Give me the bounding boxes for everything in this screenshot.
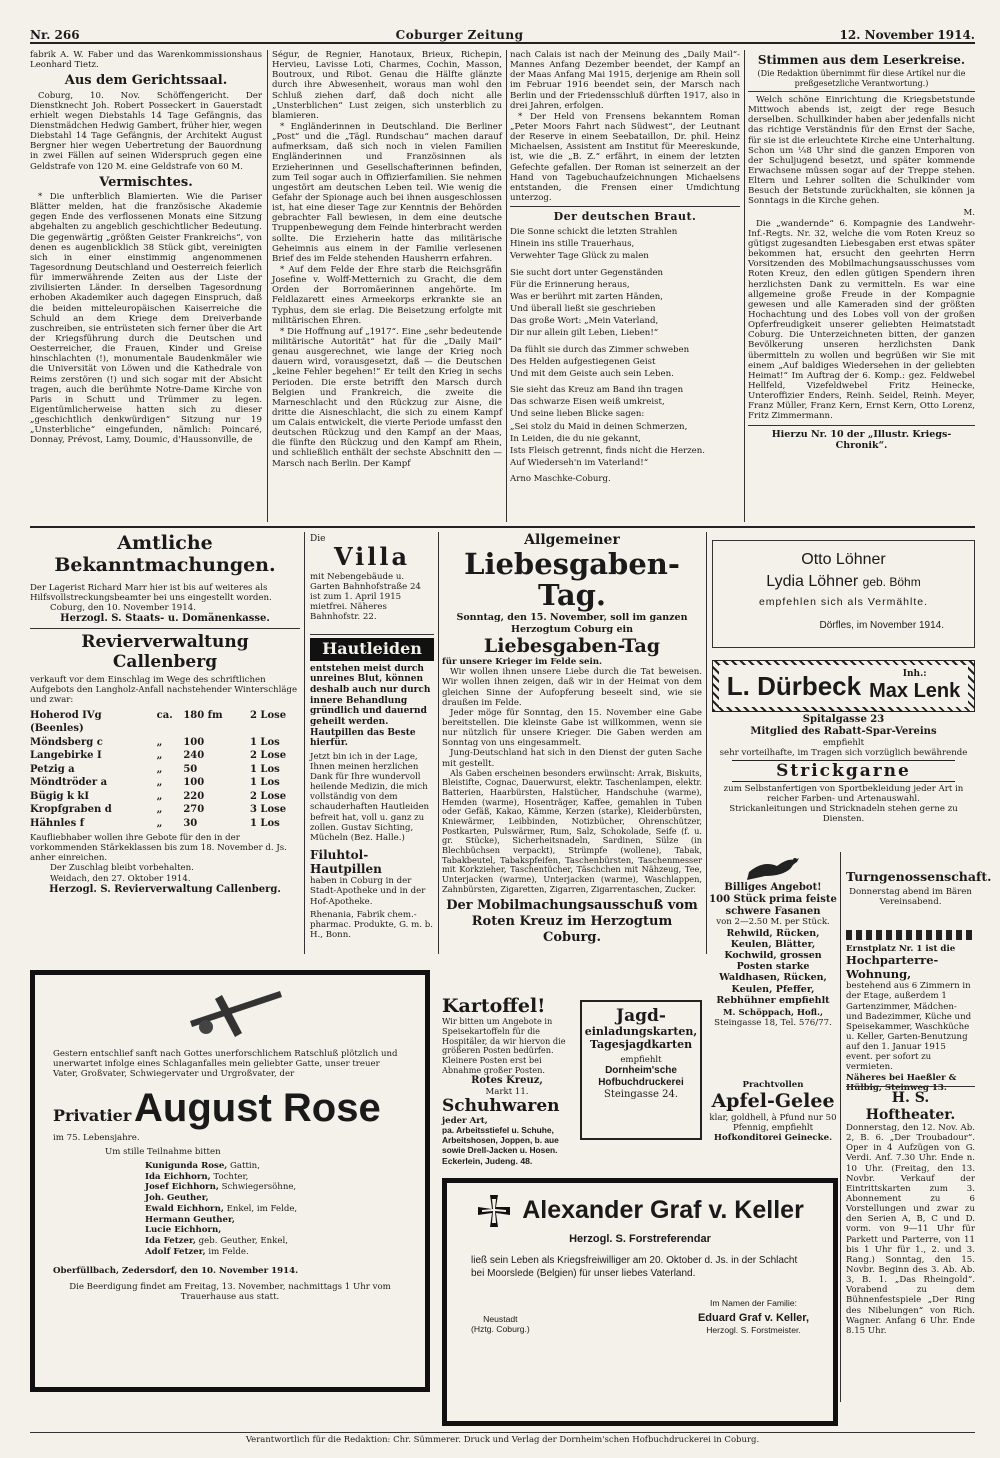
fasanen-text: Rehwild, Rücken, Keulen, Blätter, Kochwild, grossen Posten starke Waldhasen, Rücken, Keulen, Pfeffer, Rebhühner empfiehlt [716,927,830,1006]
masthead [30,27,975,44]
obituary-keller [442,1178,838,1426]
poem-line: Hinein ins stille Trauerhaus, [510,239,635,250]
pills-title: Filuhtol-Hautpillen [310,848,382,877]
poem-line: Sie sieht das Kreuz am Band ihn tragen [510,385,684,396]
column-rule [744,50,745,522]
apfel-ad [708,1080,838,1170]
notice-signature: Herzogl. S. Revierverwaltung Callenberg. [49,883,281,895]
divider [30,628,300,629]
table-row: Hoherod IVg (Beenles) ca. 180 fm 2 Lose [30,709,287,735]
list-item: Hermann Geuther, [145,1214,235,1225]
villa-ad [310,534,434,634]
column-rule [840,852,841,1402]
fasanen-headline: Billiges Angebot! [724,882,822,893]
hautleiden-lead: entstehen meist durch unreines Blut, können deshalb auch nur durch innere Behandlung gründlich und dauernd geheilt werden. Hautpillen das Beste hierfür. [310,663,431,749]
column-1 [30,50,262,520]
notice-text: Kaufliebhaber wollen ihre Gebote für den in der vorkommenden Stärkeklassen bis zum 18. November d. Js. anher einreichen. [30,833,287,864]
schuhwaren-sub: jeder Art, [442,1116,488,1127]
heading-vermischtes: Vermischtes. [99,174,193,190]
fasanen-signature: M. Schöppach, Hofl., [722,1007,824,1018]
jagd-company: Dornheim'sche Hofbuchdruckerei [598,1065,684,1088]
list-item: Ida Fetzer, geb. Geuther, Enkel, [145,1236,288,1247]
schuhwaren-text: pa. Arbeitsstiefel u. Schuhe, Arbeitshosen, Joppen, b. aue sowie Drell-Jacken u. Hosen. [442,1125,559,1155]
obituary-burial: Die Beerdigung findet am Freitag, 13. November, nachmittags 1 Uhr vom Trauerhause aus statt. [69,1281,391,1302]
liebesgaben-date: Sonntag, den 15. November, soll im ganzen Herzogtum Coburg ein [456,612,688,635]
col1-paragraph: Coburg, 10. Nov. Schöffengericht. Der Dienstknecht Joh. Robert Posseckert in Gauerstadt erhielt wegen Diebstahls 14 Tage Gefängnis, das Dienstmädchen Hedwig Gambert, früher hier, wegen Diebstahl 14 Tage Gefängnis, der Architekt August Bergner hier wegen Uebertretung der Bauordnung in zwei Fällen auf seinen Widerspruch gegen eine Geldstrafe von 120 M. eine Geldstrafe von 60 M. [30,90,262,172]
divider [748,91,975,92]
keller-name: Alexander Graf v. Keller [522,1196,804,1225]
durbeck-member: Mitglied des Rabatt-Spar-Vereins [750,725,937,737]
poem-title: Der deutschen Braut. [553,210,697,224]
obituary-title-prefix: Privatier [53,1106,132,1126]
poem-line: Da fühlt sie durch das Zimmer schweben [510,344,690,355]
list-item: Ida Eichhorn, Tochter, [145,1171,249,1182]
marriage-text: empfehlen sich als Vermählte. [758,595,929,608]
liebesgaben-title: Liebesgaben-Tag. [464,546,680,613]
liebesgaben-text: Wir wollen ihnen unsere Liebe durch die Tat beweisen. Wir wollen ihnen zeigen, daß wir in der Heimat von dem gleichen Sinne der Aufopferung beseelt sind, wie sie draußen im Felde. [442,667,702,708]
poem-line: Verwehter Tage Glück zu malen [510,251,649,262]
column-rule [267,50,268,522]
apfel-title: Apfel-Gelee [711,1090,835,1113]
list-item: Kunigunda Rose, Gattin, [145,1160,260,1171]
keller-signature-title: Herzogl. S. Forstmeister. [706,1325,801,1336]
list-item: Adolf Fetzer, im Felde. [145,1246,249,1257]
poem-author: Arno Maschke-Coburg. [510,474,611,485]
durbeck-address: Spitalgasse 23 [802,714,885,725]
theater-text: Donnerstag, den 12. Nov. Ab. 2, B. 6. „Der Troubadour“. Oper in 4 Aufzügen von G. Verdi. Anf. 7.30 Uhr. Ende n. 10 Uhr. (Freitag, den 13. Novbr. Verkauf der Eintrittskarten zum 3. Abonnement zu 6 Vorstellungen und zwar zu den Serien A, B, C und D. vorm. von 9—11 Uhr für Parkett und Parterre, von 11 bis 1 Uhr für 1., 2. und 3. Rang.) Sonntag, den 15. Novbr. Beginn des 3. Ab. Ab. 3, B. 1. „Das Rheingold“. Vorabend zu dem Bühnenfestspiele „Der Ring des Nibelungen“ von Rich. Wagner. Anfang 6 Uhr. Ende 8.15 Uhr. [846,1123,975,1336]
kartoffel-text: Wir bitten um Angebote in Speisekartoffeln für die Hospitäler, da wir hiervon die größeren Posten bedürfen. Kleinere Posten erst bei Abnahme großer Posten. [442,1016,566,1075]
pheasant-icon [743,850,803,882]
kartoffel-ad [442,995,572,1098]
fasanen-price: von 2—2.50 M. per Stück. [716,917,830,928]
liebesgaben-pre: Allgemeiner [524,532,620,548]
imprint-footer: Verantwortlich für die Redaktion: Chr. Sümmerer. Druck und Verlag der Dornheim'schen Hofbuchdruckerei in Coburg. [30,1432,975,1445]
keller-role: Herzogl. S. Forstreferendar [569,1233,711,1245]
column-4 [748,50,975,520]
table-row: Bügig k kI „ 220 2 Lose [30,790,287,802]
keller-signature: Eduard Graf v. Keller, [697,1312,809,1325]
poem [510,227,740,485]
durbeck-inh: Inh.: [902,668,927,679]
col3-paragraph: * Der Held von Frensens bekanntem Roman „Peter Moors Fahrt nach Südwest“, der Leutnant der Reserve in einem Seebataillon, Dr. phil. Heinz Michaelsen, Assistent am Institut für Meereskunde, ist, wie die „B. Z.“ erfährt, in einem der letzten Gefechte gefallen. Der Roman ist seinerzeit an der Hand von Tagebuchaufzeichnungen Michaelsens entstanden, die Frensen einer Umdichtung unterzog. [510,111,740,203]
editor-note: (Die Redaktion übernimmt für diese Artikel nur die preßgesetzliche Verantwortung.) [757,69,966,88]
jagd-title: einladungskarten, [584,1025,698,1039]
hautleiden-ad [310,638,434,954]
table-row: Hähnles f „ 30 1 Los [30,817,280,829]
fasanen-text: 100 Stück prima feiste schwere Fasanen [709,893,837,917]
villa-title: Villa [333,541,411,571]
kartoffel-title: Kartoffel! [442,995,546,1017]
poem-line: Was er berührt mit zarten Händen, [510,291,663,302]
keller-text: ließ sein Leben als Kriegsfreiwilliger am 20. Oktober d. Js. in der Schlacht bei Moorslede (Belgien) für unser liebes Vaterland. [471,1254,798,1279]
divider [510,206,740,207]
keller-family: Im Namen der Familie: [710,1297,797,1308]
obituary-rose [30,970,430,1392]
keller-place: Neustadt [483,1313,518,1324]
durbeck-owner: Max Lenk [869,679,961,702]
durbeck-text: zum Selbstanfertigen von Sportbekleidung jeder Art in reicher Farben- und Artenauswahl. [723,783,964,805]
supplement-note: Hierzu Nr. 10 der „Illustr. Kriegs-Chronik“. [771,428,952,451]
liebesgaben-text: Jung-Deutschland hat sich in den Dienst der guten Sache mit gestellt. [442,748,702,769]
jagd-ad [580,1000,702,1140]
fasanen-ad [708,850,838,1070]
cross-icon [170,983,290,1043]
table-row: Möndtröder a „ 100 1 Los [30,777,280,789]
column-3 [510,50,740,520]
liebesgaben-text: Jeder möge für Sonntag, den 15. November eine Gabe bereitstellen. Die kleinste Gabe ist willkommen, wenn sie nur nützlich für unsere Krieger. Die Gaben werden am Sonntag von uns eingesammelt. [442,707,702,749]
hautleiden-title: Hautleiden [310,638,434,661]
poem-line: Und überall ließt sie geschrieben [510,304,656,315]
col3-paragraph: nach Calais ist nach der Meinung des „Daily Mail“-Mannes Anfang Dezember beendet, der Kampf an der Maas Anfang Mai 1915, derjenige am Rhein soll im Februar 1916 beendet sein, der Marsch nach Berlin und der Friedensschluß dürften 1917, also in drei Jahren, erfolgen. [510,50,740,111]
durbeck-name: L. Dürbeck [726,670,862,701]
liebesgaben-text: Als Gaben erscheinen besonders erwünscht: Arrak, Biskuits, Bleistifte, Cognac, Dauerwurst, elektr. Taschenlampen, elektr. Batterien, Haarbürsten, Halstücher, Handschuhe (warme), Hemden (warme), Hosenträger, Kaffee, gemahlen in Tuben oder Gefäß, Kakao, Kämme, Kerzen (starke), Kleiderbürsten, Kniewärmer, Leibbinden, Notizbücher, Ohrenschützer, Postkarten, Pulswärmer, Rum, Salz, Schokolade, Seife (f. u. gr. Stücke), Sicherheitsnadeln, Sardinen, Sülze (in Blechbüchsen verpackt), Strümpfe (wollene), Tabak, Tabakbeutel, Tabakspfeifen, Taschenbürsten, Taschenmesser mit Korkzieher, Taschentücher, Täschchen mit Nähzeug, Tee, Unterjacken (warme), Unterjacken (warme), Waschlappen, Zahnbürsten, Zigaretten, Zigarren, Zigarrentaschen, Zucker. [442,767,702,894]
column-rule [438,532,439,954]
column-rule [506,50,507,522]
poem-line: Des Helden aufgestiegenen Geist [510,356,656,367]
durbeck-text: sehr vorteilhafte, im Tragen sich vorzüglich bewährende [719,747,968,758]
wohnung-title: Hochparterre-Wohnung, [846,953,939,981]
ornament-border [846,930,975,940]
apfel-text: klar, goldhell, à Pfund nur 50 Pfennig, empfiehlt [709,1112,837,1133]
jagd-address: Steingasse 24. [603,1088,679,1100]
column-rule [706,532,707,954]
villa-text: mit Nebengebäude u. Garten Bahnhofstraße 24 ist zum 1. April 1915 mietfrei. Näheres Bahnhofstr. 22. [310,571,421,623]
column-rule [304,532,305,954]
official-notices [30,532,300,954]
jagd-title: Tagesjagdkarten [589,1038,693,1052]
marriage-date: Dörfles, im November 1914. [819,620,944,632]
marriage-notice [712,540,975,648]
durbeck-text: Strickanleitungen und Stricknadeln stehen gerne zu Diensten. [729,804,958,825]
apfel-pre: Prachtvollen [742,1080,804,1090]
notice-text: Der Zuschlag bleibt vorbehalten. [50,863,194,874]
col4-signature: M. [963,207,975,218]
hautleiden-text: Jetzt bin ich in der Lage, Ihnen meinen herzlichen Dank für Ihre wundervoll heilende Medizin, die mich vollständig von dem schauderhaften Hautleiden befreit hat, voll u. ganz zu zollen. Gustav Sichting, Mücheln (Bez. Halle.) [310,751,430,843]
wohnung-text: bestehend aus 6 Zimmern in der Etage, außerdem 1 Gartenzimmer, Mädchen- und Badezimmer, Küche und Speisekammer, Waschküche u. Keller, Garten-Benutzung auf den 1. Januar 1915 event. per sofort zu vermieten. [846,981,972,1073]
notice-text: verkauft vor dem Einschlag im Wege des schriftlichen Aufgebots den Langholz-Anfall nachstehender Winterschläge und zwar: [30,675,298,706]
col1-paragraph: * Die unfterblich Blamierten. Wie die Pariser Blätter melden, hat die französische Akademie gegen Ende des verflossenen Monats eine Sitzung abgehalten zu angeblich geschichtlicher Bedeutung. Die gegenwärtig „größten Geister Frankreichs“, von denen es augenblicklich 38 Stück gibt, vereinigten sich in einer einstimmig angenommenen Tagesordnung Deutschland und Oesterreich feierlich für immerwährende Zeiten aus der Liste der zivilisierten Länder. In derselben Tagesordnung erhoben Akademiker auch dagegen Einspruch, daß die beiden mitteleuropäischen Kaiserreiche die Schuld an dem Kriege dem Dreiverbande zuschreiben, sie entrüsteten sich ferner über die Art der Kriegsführung durch die Deutschen und Oesterreicher, die Frauen, Kinder und Greise hinschlachten (!), monumentale Baudenkmäler wie die Universität von Löwen und die Kathedrale von Reims zerstören (!) und sich sogar mit der Absicht tragen, auch die berühmte Notre-Dame Kirche von Paris in Schutt und Trümmer zu legen. Eigentümlicherweise hatten sich zu dieser „geschichtlich denkwürdigen“ Sitzung nur 19 „Unsterbliche“ eingefunden, nämlich: Poincaré, Donnay, Prévost, Lamy, Doumic, d'Haussonville, de [30,192,262,446]
poem-line: Dir nur allein gilt Leben, Lieben!“ [510,328,659,339]
schuhwaren-ad [442,1096,576,1168]
page-number: Nr. 266 [30,27,80,42]
kartoffel-address: Markt 11. [485,1087,529,1098]
obituary-request: Um stille Teilnahme bitten [105,1146,221,1157]
list-item: Josef Eichhorn, Schwiegersöhne, [145,1182,297,1193]
wohnung-ad [846,944,975,1093]
table-row: Kropfgraben d „ 270 3 Lose [30,804,287,816]
col2-paragraph: * Auf dem Felde der Ehre starb die Reichsgräfin Josefine v. Wolff-Metternich zu Gracht, die dem Orden der Borromäerinnen angehörte. Im Feldlazarett eines Armeekorps erkrankte sie an Typhus, dem sie erlag. Die Beisetzung erfolgte mit militärischen Ehren. [272,264,502,326]
obituary-name: August Rose [134,1086,381,1131]
list-item: Joh. Geuther, [145,1193,209,1204]
column-2 [272,50,502,520]
keller-place2: (Hztg. Coburg.) [471,1324,530,1335]
liebesgaben-signature: Der Mobilmachungsausschuß vom Roten Kreuz im Herzogtum Coburg. [446,898,698,945]
poem-line: Für die Erinnerung heraus, [510,279,630,290]
schuhwaren-signature: Eckerlein, Judeng. 48. [442,1155,533,1166]
table-row: Möndsberg c „ 100 1 Los [30,736,280,748]
apfel-signature: Hofkonditorei Geinecke. [713,1132,833,1143]
theater-ad [846,1090,975,1402]
heading-leserkreise: Stimmen aus dem Leserkreise. [757,53,966,67]
liebesgaben-title2: Liebesgaben-Tag [483,634,661,657]
kartoffel-signature: Rotes Kreuz, [471,1075,543,1087]
col1-intro: fabrik A. W. Faber und das Warenkommissionshaus Leonhard Tietz. [30,50,262,71]
poem-line: „Sei stolz du Maid in deinen Schmerzen, [510,421,688,432]
poem-line: Und seine lieben Blicke sagen: [510,409,645,420]
heading-gerichtssaal: Aus dem Gerichtssaal. [64,73,228,89]
turner-text: Donnerstag abend im Bären Vereinsabend. [849,886,972,907]
liebesgaben-ad [442,532,702,990]
notice-date: Weidach, den 27. Oktober 1914. [50,873,191,884]
list-item: Lucie Eichhorn, [145,1225,222,1236]
divider [310,634,434,635]
villa-pre: Die [310,534,326,544]
theater-title: H. S. Hoftheater. [865,1090,956,1123]
revier-title: Revierverwaltung Callenberg [81,632,249,673]
col4-paragraph: Die „wandernde“ 6. Kompagnie des Landwehr-Inf.-Regts. Nr. 32, welche die vom Roten Kreuz so gütigst zugesandten Liebesgaben erst etwas später bekommen hat, ersucht den geehrten Herrn Vorsitzenden des Mobilmachungsausschusses vom Roten Kreuz, den edlen gütigen Spendern ihren herzlichsten Dank zu vermitteln. Es war eine allgemeine große Freude in der Kompagnie gewesen und alle Kameraden sind der größten Hochachtung und des Lobes voll von der großen Opferfreudigkeit unserer geliebten Heimatstadt Coburg. Die Unterzeichneten bitten, der ganzen Bevölkerung unseren herzlichsten Dank übermitteln zu wollen und begrüßen wir Sie mit einem „Auf baldiges Wiedersehen in der geliebten Heimat!“ Im Auftrag der 6. Komp.: gez. Feldwebel Hellfeld, Vizefeldwebel Fritz Heinecke, Unteroffizier Enders, Reinh. Seidel, Reinh. Meyer, Franz Müller, Franz Kern, Ernst Kern, Otto Lorenz, Fritz Zimmermann. [748,218,975,422]
notice-date: Coburg, den 10. November 1914. [50,603,196,614]
pills-maker: Rhenania, Fabrik chem.-pharmac. Produkte, G. m. b. H., Bonn. [310,909,433,941]
table-row: Petzig a „ 50 1 Los [30,763,280,775]
jagd-empfiehlt: empfiehlt [620,1054,662,1065]
poem-line: Auf Wiederseh'n im Vaterland!“ [510,458,649,469]
groom-name: Otto Löhner [801,551,886,568]
divider [748,425,975,426]
col2-paragraph: Ségur, de Regnier, Hanotaux, Brieux, Richepin, Hervieu, Lavisse Loti, Charmes, Cochin, Masson, Boutroux, und Ribot. Genau die Hälfte glänzte durch ihre Abwesenheit, woraus man wohl den Schluß ziehen darf, daß doch nicht alle „Unsterblichen“ Lust zeigen, sich unsterblich zu blamieren. [272,50,502,121]
turner-ad [846,869,992,930]
durbeck-ad [712,660,975,840]
poem-line: Das große Wort: „Mein Vaterland, [510,316,659,327]
fasanen-address: Steingasse 18, Tel. 576/77. [714,1018,832,1029]
table-row: Langebirke I „ 240 2 Lose [30,750,287,762]
family-list [35,1161,425,1258]
poem-line: In Leiden, die du nie gekannt, [510,433,641,444]
pills-text: haben in Coburg in der Stadt-Apotheke und in der Hof-Apotheke. [310,876,426,907]
official-notices-title: Amtliche Bekanntmachungen. [54,532,276,577]
schuhwaren-title: Schuhwaren [442,1096,560,1116]
jagd-title: Jagd- [616,1006,666,1026]
col2-paragraph: * Engländerinnen in Deutschland. Die Berliner „Post“ und die „Tägl. Rundschau“ machen darauf aufmerksam, daß sich noch in vielen Familien Engländerinnen und Französinnen als Erzieherinnen und Gesellschafterinnen befinden, zum Teil sogar auch in Offizierfamilien. Sie nehmen ungestört am deutschen Leben teil. Wie wenig die Gefahr der Spionage auch bei ihnen ausgeschlossen ist, hat eine dieser Tage zur Kenntnis der Behörden gebrachter Fall bewiesen, in dem eine deutsche Truppenbewegung dem Feinde hinterbracht werden sollte. Die Erzieherin hatte das militärische Geheimnis aus einem in der Familie verlesenen Brief des im Felde stehenden Hausherrn erfahren. [272,121,502,264]
newspaper-title: Coburger Zeitung [395,27,524,42]
issue-date: 12. November 1914. [839,27,975,42]
strickgarne-title: Strickgarne [732,760,955,782]
obituary-place: Oberfüllbach, Zedersdorf, den 10. November 1914. [53,1265,299,1276]
notice-signature: Herzogl. S. Staats- u. Domänenkasse. [60,613,270,625]
wohnung-signature: Näheres bei Haeßler & Hülbig, Steinweg 13. [846,1072,957,1093]
turner-title: Turngenossenschaft. [846,869,992,884]
poem-line: Und mit dem Geiste auch sein Leben. [510,368,674,379]
obituary-intro: Gestern entschlief sanft nach Gottes unerforschlichem Ratschluß plötzlich und unerwartet infolge eines Schlaganfalles mein geliebter Gatte, unser treuer Vater, Großvater, Schwiegervater und Urgroßvater, der [53,1049,398,1080]
poem-line: Sie sucht dort unter Gegenständen [510,267,664,278]
section-separator [30,526,975,528]
durbeck-empfiehlt: empfiehlt [822,737,865,748]
wood-table [30,709,300,831]
obituary-age: im 75. Lebensjahre. [53,1132,140,1143]
notice-text: Der Lagerist Richard Marr hier ist bis auf weiteres als Hilfsvollstreckungsbeamter bei uns eingestellt worden. [30,582,272,603]
col2-paragraph: * Die Hoffnung auf „1917“. Eine „sehr bedeutende militärische Autorität“ hat für die „Daily Mail“ genau ausgerechnet, wie lange der Krieg noch dauern wird, vorausgesetzt, daß — die Deutschen „keine Fehler begehen!“ Er teilt den Krieg in sechs Perioden. Die erste betrifft den Marsch durch Belgien und Frankreich, die zweite die Marneschlacht und den Rückzug zur Aisne, die dritte die Aisneschlacht, die sich zu einem Kampf um Calais entwickelt, die vierte Periode umfasst den deutschen Rückzug und den Kampf an der Maas, die fünfte den Rückzug und den Kampf am Rhein, und schließlich enthält der sechste Abschnitt den — Marsch nach Berlin. Der Kampf [272,326,502,469]
poem-line: Das schwarze Eisen weiß umkreist, [510,397,665,408]
list-item: Ewald Eichhorn, Enkel, im Felde, [145,1203,298,1214]
bride-name: Lydia Löhner [766,572,859,590]
col4-paragraph: Welch schöne Einrichtung die Kriegsbetstunde Mittwoch abends ist, zeigt der rege Besuch derselben. Schullkinder haben aber jedenfalls nicht das richtige Verständnis für den Ernst der Sache, für sie ist die erleuchtete Kirche eine Unterhaltung. Schon um ¼8 Uhr sind die ganzen Emporen von der Schuljugend besetzt, und später kommende Erwachsene müssen sogar auf der Treppe stehen. Eltern und Lehrer sollten die Schulkinder vom Besuch der Betstunde zurückhalten, sie können ja Sonntags in die Kirche gehen. [748,95,975,207]
bride-maiden: geb. Böhm [862,574,921,589]
poem-line: Die Sonne schickt die letzten Strahlen [510,227,678,238]
divider [846,1086,975,1087]
iron-cross-icon [476,1193,512,1229]
liebesgaben-sub: für unsere Krieger im Felde sein. [442,657,602,668]
wohnung-pre: Ernstplatz Nr. 1 ist die [846,944,956,954]
poem-line: Ists Fleisch getrennt, finds nicht die Herzen. [510,446,706,456]
